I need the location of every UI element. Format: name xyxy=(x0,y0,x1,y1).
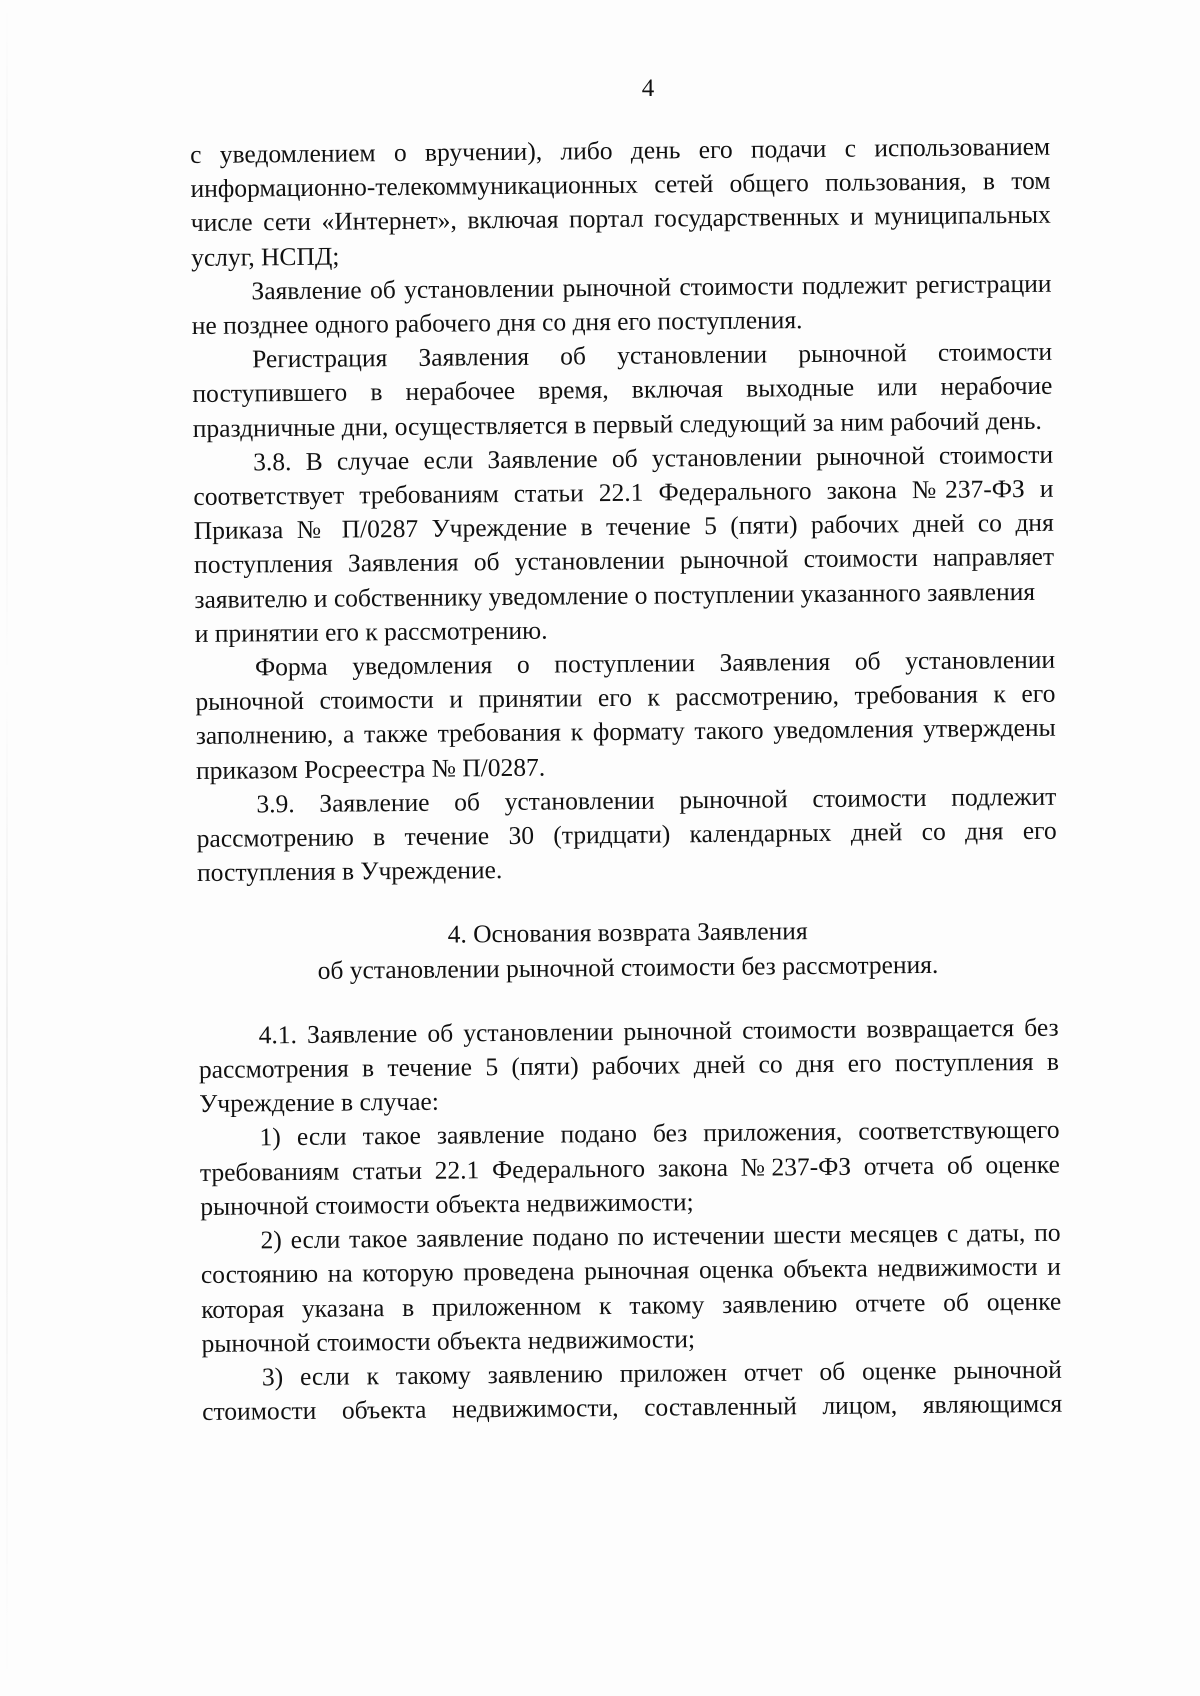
section-heading-line1: 4. Основания возврата Заявления xyxy=(447,916,808,950)
paragraph-p2: Заявление об установлении рыночной стоимости подлежит регистрации не позднее одного рабочего дня со дня его поступления. xyxy=(191,268,1052,341)
paragraph-p3: Регистрация Заявления об установлении рыночной стоимости поступившего в нерабочее время, включая выходные или нерабочие праздничные дни, осуществляется в первый следующий за ним рабочий день. xyxy=(192,336,1053,443)
section-heading xyxy=(198,912,1059,989)
document-body xyxy=(190,130,1062,1430)
scan-edge-shadow xyxy=(6,0,8,1696)
paragraph-p9: 1) если такое заявление подано без приложения, соответствующего требованиям статьи 22.1 Федерального закона №237-ФЗ отчета об оценке рыночной стоимости объекта недвижимости; xyxy=(199,1115,1061,1221)
paragraph-p5: и принятии его к рассмотрению. xyxy=(194,615,548,648)
page-number: 4 xyxy=(641,75,655,102)
paragraph-p4: 3.8. В случае если Заявление об установлении рыночной стоимости соответствует требованиям статьи 22.1 Федерального закона №237-ФЗ и Приказа № П/0287 Учреждение в течение 5 (пяти) рабочих дней со дня поступления Заявления об установлении рыночной стоимости направляет заявителю и собственнику уведомление о поступлении указанного заявления xyxy=(193,439,1055,614)
paragraph-p11: 3) если к такому заявлению приложен отчет об оценке рыночной стоимости объекта недвижимости, составленный лицом, являющимся xyxy=(202,1354,1063,1427)
paragraph-p1: с уведомлением о вручении), либо день его подачи с использованием информационно-телекоммуникационных сетей общего пользования, в том числе сети «Интернет», включая портал государственных и муниципальных услуг, НСПД; xyxy=(190,131,1051,272)
paragraph-p8: 4.1. Заявление об установлении рыночной стоимости возвращается без рассмотрения в течение 5 (пяти) рабочих дней со дня его поступления в Учреждение в случае: xyxy=(198,1012,1060,1119)
paragraph-p7: 3.9. Заявление об установлении рыночной стоимости подлежит рассмотрению в течение 30 (тридцати) календарных дней со дня его поступления в Учреждение. xyxy=(196,781,1057,888)
paragraph-p6: Форма уведомления о поступлении Заявления об установлении рыночной стоимости и принятии его к рассмотрению, требования к его заполнению, а также требования к формату такого уведомления утверждены приказом Росреестра № П/0287. xyxy=(195,644,1056,785)
paragraph-p10: 2) если такое заявление подано по истечении шести месяцев с даты, по состоянию на которую проведена рыночная оценка объекта недвижимости и которая указана в приложенном к такому заявлению отчете об оценке рыночной стоимости объекта недвижимости; xyxy=(200,1217,1062,1358)
section-heading-line2: об установлении рыночной стоимости без рассмотрения. xyxy=(317,949,939,985)
